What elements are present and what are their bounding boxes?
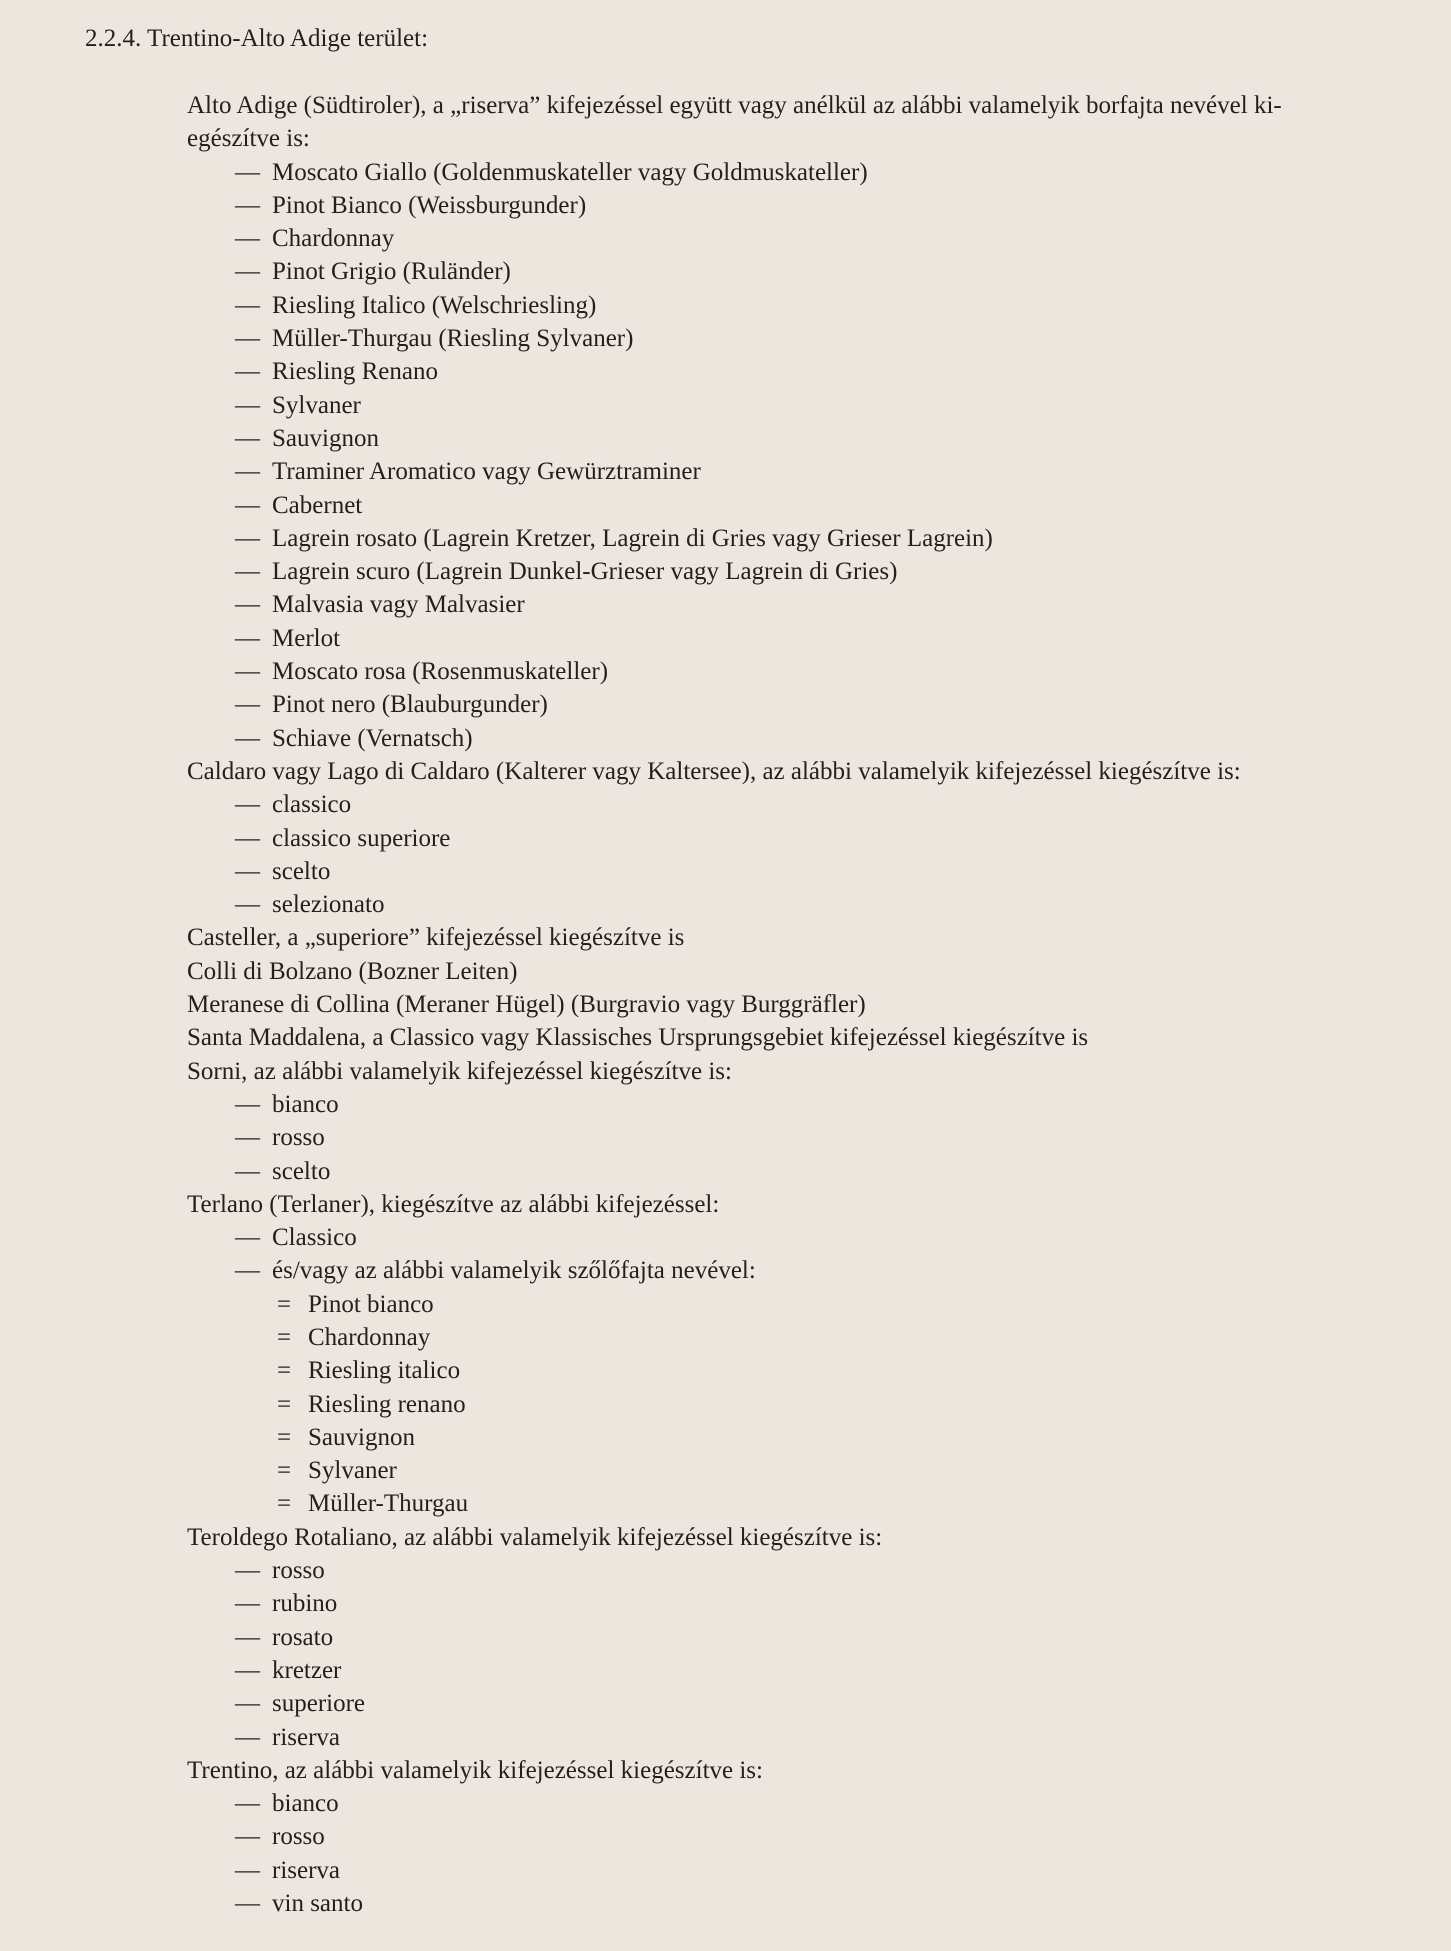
dash-bullet: — bbox=[235, 624, 260, 652]
dash-bullet: — bbox=[235, 1557, 260, 1585]
list-item bbox=[187, 255, 1437, 288]
dash-bullet: — bbox=[235, 1823, 260, 1851]
line-text: bianco bbox=[272, 1090, 339, 1118]
dash-bullet: — bbox=[235, 658, 260, 686]
list-item bbox=[187, 1554, 1437, 1587]
dash-bullet: — bbox=[235, 424, 260, 452]
dash-bullet: — bbox=[235, 191, 260, 219]
line-text: Terlano (Terlaner), kiegészítve az alábbi kifejezéssel: bbox=[187, 1190, 720, 1218]
line-text: rosso bbox=[272, 1823, 325, 1851]
line-text: rubino bbox=[272, 1590, 338, 1618]
line-text: kretzer bbox=[272, 1656, 342, 1684]
list-item bbox=[187, 1221, 1437, 1254]
dash-bullet: — bbox=[235, 724, 260, 752]
line-text: Merlot bbox=[272, 624, 341, 652]
line-text: Sauvignon bbox=[272, 424, 379, 452]
list-item bbox=[187, 788, 1437, 821]
list-item bbox=[187, 688, 1437, 721]
line-text: Traminer Aromatico vagy Gewürztraminer bbox=[272, 458, 701, 486]
dash-bullet: — bbox=[235, 1656, 260, 1684]
line-text: rosso bbox=[272, 1124, 325, 1152]
entry-line bbox=[187, 921, 1437, 954]
dash-bullet: — bbox=[235, 291, 260, 319]
line-text: Teroldego Rotaliano, az alábbi valamelyik kifejezéssel kiegészítve is: bbox=[187, 1523, 883, 1551]
line-text: selezionato bbox=[272, 891, 385, 919]
entry-line bbox=[187, 988, 1437, 1021]
sub-list-item bbox=[187, 1288, 1437, 1321]
line-text: Meranese di Collina (Meraner Hügel) (Burgravio vagy Burggräfler) bbox=[187, 991, 866, 1019]
line-text: Chardonnay bbox=[308, 1323, 431, 1351]
section-heading: 2.2.4. Trentino-Alto Adige terület: bbox=[85, 25, 429, 52]
line-text: superiore bbox=[272, 1690, 366, 1718]
line-text: Riesling Italico (Welschriesling) bbox=[272, 291, 597, 319]
dash-bullet: — bbox=[235, 591, 260, 619]
list-item bbox=[187, 855, 1437, 888]
sub-list-item bbox=[187, 1421, 1437, 1454]
dash-bullet: — bbox=[235, 358, 260, 386]
list-item bbox=[187, 489, 1437, 522]
list-item bbox=[187, 455, 1437, 488]
line-text: egészítve is: bbox=[187, 125, 310, 153]
list-item bbox=[187, 422, 1437, 455]
line-text: Riesling renano bbox=[308, 1390, 466, 1418]
dash-bullet: — bbox=[235, 1157, 260, 1185]
entry-line bbox=[187, 955, 1437, 988]
line-text: Casteller, a „superiore” kifejezéssel kiegészítve is bbox=[187, 924, 685, 952]
line-text: Riesling Renano bbox=[272, 358, 438, 386]
sub-list-item bbox=[187, 1388, 1437, 1421]
list-item bbox=[187, 1155, 1437, 1188]
equals-bullet: = bbox=[277, 1490, 292, 1518]
line-text: Riesling italico bbox=[308, 1357, 461, 1385]
dash-bullet: — bbox=[235, 458, 260, 486]
dash-bullet: — bbox=[235, 1890, 260, 1918]
dash-bullet: — bbox=[235, 258, 260, 286]
list-item bbox=[187, 222, 1437, 255]
line-text: Moscato rosa (Rosenmuskateller) bbox=[272, 658, 609, 686]
line-text: riserva bbox=[272, 1856, 341, 1884]
equals-bullet: = bbox=[277, 1390, 292, 1418]
dash-bullet: — bbox=[235, 791, 260, 819]
list-item bbox=[187, 1887, 1437, 1920]
list-item bbox=[187, 322, 1437, 355]
line-text: Moscato Giallo (Goldenmuskateller vagy Goldmuskateller) bbox=[272, 158, 868, 186]
list-item bbox=[187, 1587, 1437, 1620]
line-text: Lagrein rosato (Lagrein Kretzer, Lagrein di Gries vagy Grieser Lagrein) bbox=[272, 524, 993, 552]
line-text: Trentino, az alábbi valamelyik kifejezéssel kiegészítve is: bbox=[187, 1756, 763, 1784]
line-text: Sauvignon bbox=[308, 1423, 415, 1451]
dash-bullet: — bbox=[235, 1090, 260, 1118]
list-item bbox=[187, 1121, 1437, 1154]
line-text: Müller-Thurgau bbox=[308, 1490, 469, 1518]
entry-line bbox=[187, 755, 1437, 788]
line-text: Pinot nero (Blauburgunder) bbox=[272, 691, 548, 719]
sub-list-item bbox=[187, 1321, 1437, 1354]
list-item bbox=[187, 389, 1437, 422]
line-text: scelto bbox=[272, 1157, 331, 1185]
line-text: Schiave (Vernatsch) bbox=[272, 724, 473, 752]
dash-bullet: — bbox=[235, 891, 260, 919]
line-text: Sylvaner bbox=[308, 1457, 397, 1485]
line-text: Chardonnay bbox=[272, 225, 395, 253]
list-item bbox=[187, 1254, 1437, 1287]
sub-list-item bbox=[187, 1487, 1437, 1520]
dash-bullet: — bbox=[235, 225, 260, 253]
list-item bbox=[187, 289, 1437, 322]
dash-bullet: — bbox=[235, 558, 260, 586]
sub-list-item bbox=[187, 1454, 1437, 1487]
list-item bbox=[187, 822, 1437, 855]
equals-bullet: = bbox=[277, 1290, 292, 1318]
list-item bbox=[187, 189, 1437, 222]
line-text: Pinot bianco bbox=[308, 1290, 434, 1318]
entry-line bbox=[187, 89, 1437, 122]
document-body bbox=[187, 89, 1437, 1920]
line-text: Sorni, az alábbi valamelyik kifejezéssel kiegészítve is: bbox=[187, 1057, 732, 1085]
entry-line bbox=[187, 1188, 1437, 1221]
dash-bullet: — bbox=[235, 691, 260, 719]
dash-bullet: — bbox=[235, 491, 260, 519]
list-item bbox=[187, 522, 1437, 555]
dash-bullet: — bbox=[235, 1124, 260, 1152]
line-text: Pinot Bianco (Weissburgunder) bbox=[272, 191, 587, 219]
dash-bullet: — bbox=[235, 158, 260, 186]
dash-bullet: — bbox=[235, 824, 260, 852]
dash-bullet: — bbox=[235, 325, 260, 353]
dash-bullet: — bbox=[235, 857, 260, 885]
dash-bullet: — bbox=[235, 391, 260, 419]
line-text: scelto bbox=[272, 857, 331, 885]
list-item bbox=[187, 588, 1437, 621]
line-text: Caldaro vagy Lago di Caldaro (Kalterer vagy Kaltersee), az alábbi valamelyik kifejezéssel kiegészítve is: bbox=[187, 757, 1241, 785]
dash-bullet: — bbox=[235, 1224, 260, 1252]
equals-bullet: = bbox=[277, 1323, 292, 1351]
line-text: Müller-Thurgau (Riesling Sylvaner) bbox=[272, 325, 634, 353]
line-text: Alto Adige (Südtiroler), a „riserva” kifejezéssel együtt vagy anélkül az alábbi valamelyik borfajta nevével ki- bbox=[187, 92, 1282, 119]
entry-continuation bbox=[187, 122, 1437, 155]
list-item bbox=[187, 1687, 1437, 1720]
list-item bbox=[187, 1621, 1437, 1654]
list-item bbox=[187, 622, 1437, 655]
line-text: classico superiore bbox=[272, 824, 451, 852]
entry-line bbox=[187, 1055, 1437, 1088]
list-item bbox=[187, 1854, 1437, 1887]
line-text: és/vagy az alábbi valamelyik szőlőfajta nevével: bbox=[272, 1257, 756, 1285]
dash-bullet: — bbox=[235, 1257, 260, 1285]
entry-line bbox=[187, 1521, 1437, 1554]
line-text: classico bbox=[272, 791, 352, 819]
line-text: rosso bbox=[272, 1557, 325, 1585]
list-item bbox=[187, 655, 1437, 688]
line-text: Santa Maddalena, a Classico vagy Klassisches Ursprungsgebiet kifejezéssel kiegészítve is bbox=[187, 1024, 1089, 1052]
equals-bullet: = bbox=[277, 1423, 292, 1451]
entry-line bbox=[187, 1021, 1437, 1054]
equals-bullet: = bbox=[277, 1457, 292, 1485]
line-text: Colli di Bolzano (Bozner Leiten) bbox=[187, 957, 518, 985]
list-item bbox=[187, 1820, 1437, 1853]
line-text: Lagrein scuro (Lagrein Dunkel-Grieser vagy Lagrein di Gries) bbox=[272, 558, 898, 586]
list-item bbox=[187, 1787, 1437, 1820]
dash-bullet: — bbox=[235, 1790, 260, 1818]
list-item bbox=[187, 355, 1437, 388]
dash-bullet: — bbox=[235, 524, 260, 552]
list-item bbox=[187, 1088, 1437, 1121]
line-text: Classico bbox=[272, 1224, 357, 1252]
dash-bullet: — bbox=[235, 1590, 260, 1618]
line-text: Malvasia vagy Malvasier bbox=[272, 591, 525, 619]
dash-bullet: — bbox=[235, 1856, 260, 1884]
dash-bullet: — bbox=[235, 1690, 260, 1718]
list-item bbox=[187, 722, 1437, 755]
line-text: bianco bbox=[272, 1790, 339, 1818]
line-text: vin santo bbox=[272, 1890, 363, 1918]
line-text: rosato bbox=[272, 1623, 334, 1651]
dash-bullet: — bbox=[235, 1623, 260, 1651]
equals-bullet: = bbox=[277, 1357, 292, 1385]
sub-list-item bbox=[187, 1354, 1437, 1387]
list-item bbox=[187, 555, 1437, 588]
list-item bbox=[187, 1721, 1437, 1754]
entry-line bbox=[187, 1754, 1437, 1787]
line-text: Sylvaner bbox=[272, 391, 361, 419]
list-item bbox=[187, 888, 1437, 921]
line-text: Pinot Grigio (Ruländer) bbox=[272, 258, 511, 286]
dash-bullet: — bbox=[235, 1723, 260, 1751]
list-item bbox=[187, 156, 1437, 189]
list-item bbox=[187, 1654, 1437, 1687]
line-text: Cabernet bbox=[272, 491, 363, 519]
line-text: riserva bbox=[272, 1723, 341, 1751]
